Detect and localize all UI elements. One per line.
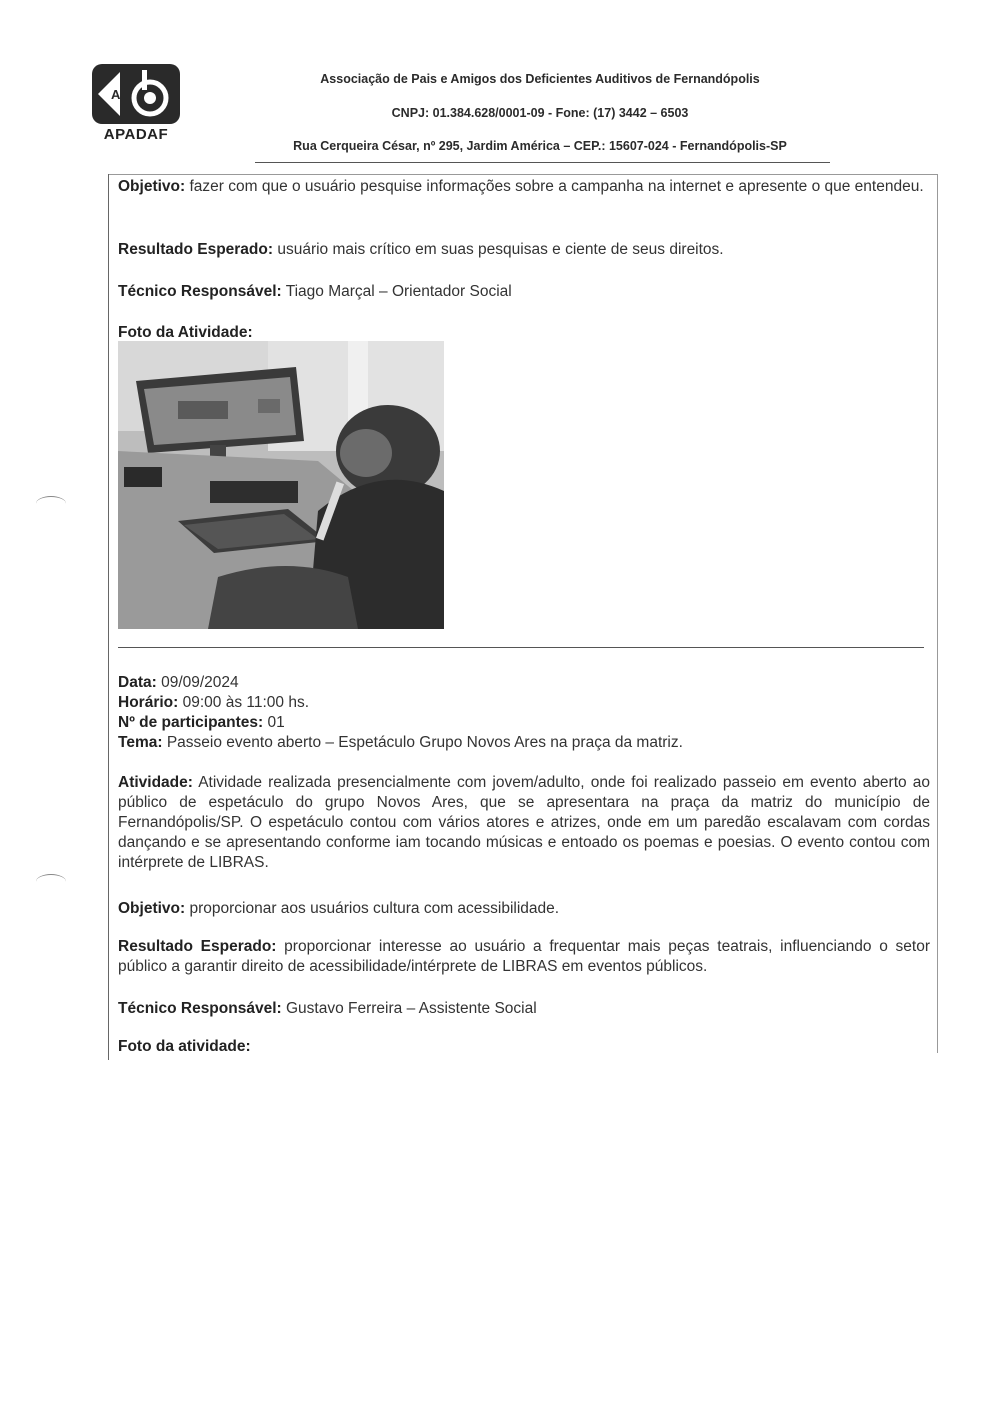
logo-emblem-icon bbox=[90, 62, 182, 126]
activity2-objetivo bbox=[118, 899, 930, 919]
apadaf-logo bbox=[90, 62, 182, 144]
value: 01 bbox=[267, 714, 285, 731]
activity2-data bbox=[118, 673, 930, 693]
label: Foto da atividade: bbox=[118, 1038, 251, 1055]
header-divider bbox=[255, 162, 830, 163]
content-box-right-border bbox=[937, 174, 938, 1053]
activity-separator bbox=[118, 647, 924, 648]
label: Técnico Responsável: bbox=[118, 283, 282, 300]
label: Objetivo: bbox=[118, 900, 186, 917]
activity2-horario bbox=[118, 693, 930, 713]
label: Técnico Responsável: bbox=[118, 1000, 282, 1017]
activity1-objetivo bbox=[118, 177, 930, 197]
value: Atividade realizada presencialmente com jovem/adulto, onde foi realizado passeio em evento aberto ao público de espetáculo do grupo Novos Ares, que se apresentara na praça da matriz do município de Fernandópolis/SP. O espetáculo contou com vários atores e atrizes, onde em um paredão escalavam com cordas dançando e se apresentando conforme iam tocando músicas e entoado os poemas e poesias. O evento contou com intérprete de LIBRAS. bbox=[118, 774, 931, 871]
activity1-tecnico bbox=[118, 282, 930, 302]
activity2-tema bbox=[118, 733, 930, 753]
label: Atividade: bbox=[118, 774, 193, 791]
label: Foto da Atividade: bbox=[118, 324, 253, 341]
label: Objetivo: bbox=[118, 178, 186, 195]
value: 09:00 às 11:00 hs. bbox=[182, 694, 310, 711]
value: Gustavo Ferreira – Assistente Social bbox=[285, 1000, 537, 1017]
label: Horário: bbox=[118, 694, 179, 711]
cnpj-phone-line: CNPJ: 01.384.628/0001-09 - Fone: (17) 3442 – 6503 bbox=[391, 106, 689, 120]
logo-text: APADAF bbox=[103, 126, 169, 143]
svg-text:A: A bbox=[111, 87, 121, 102]
organization-name: Associação de Pais e Amigos dos Deficientes Auditivos de Fernandópolis bbox=[320, 72, 760, 86]
value: proporcionar aos usuários cultura com acessibilidade. bbox=[189, 900, 560, 917]
activity1-foto-label bbox=[118, 323, 930, 343]
label: Resultado Esperado: bbox=[118, 938, 277, 955]
scan-mark bbox=[36, 874, 66, 889]
scan-mark bbox=[36, 496, 66, 511]
content-box-top-border bbox=[108, 174, 938, 175]
activity1-resultado bbox=[118, 240, 930, 260]
label: Nº de participantes: bbox=[118, 714, 264, 731]
content-box-left-border bbox=[108, 174, 109, 1060]
label: Resultado Esperado: bbox=[118, 241, 274, 258]
value: usuário mais crítico em suas pesquisas e ciente de seus direitos. bbox=[277, 241, 724, 258]
activity2-atividade bbox=[118, 773, 930, 873]
value: 09/09/2024 bbox=[161, 674, 239, 691]
value: Tiago Marçal – Orientador Social bbox=[285, 283, 512, 300]
activity1-photo bbox=[118, 341, 444, 629]
value: proporcionar interesse ao usuário a frequentar mais peças teatrais, influenciando o setor público a garantir direito de acessibilidade/intérprete de LIBRAS em eventos públicos. bbox=[118, 938, 930, 975]
activity2-participantes bbox=[118, 713, 930, 733]
value: fazer com que o usuário pesquise informações sobre a campanha na internet e apresente o que entendeu. bbox=[189, 178, 924, 195]
label: Tema: bbox=[118, 734, 163, 751]
value: Passeio evento aberto – Espetáculo Grupo Novos Ares na praça da matriz. bbox=[166, 734, 683, 751]
activity2-resultado bbox=[118, 937, 930, 977]
activity2-foto-label bbox=[118, 1037, 930, 1057]
photo-computer-user-icon bbox=[118, 341, 444, 629]
activity2-tecnico bbox=[118, 999, 930, 1019]
label: Data: bbox=[118, 674, 157, 691]
address-line: Rua Cerqueira César, nº 295, Jardim América – CEP.: 15607-024 - Fernandópolis-SP bbox=[293, 139, 787, 153]
